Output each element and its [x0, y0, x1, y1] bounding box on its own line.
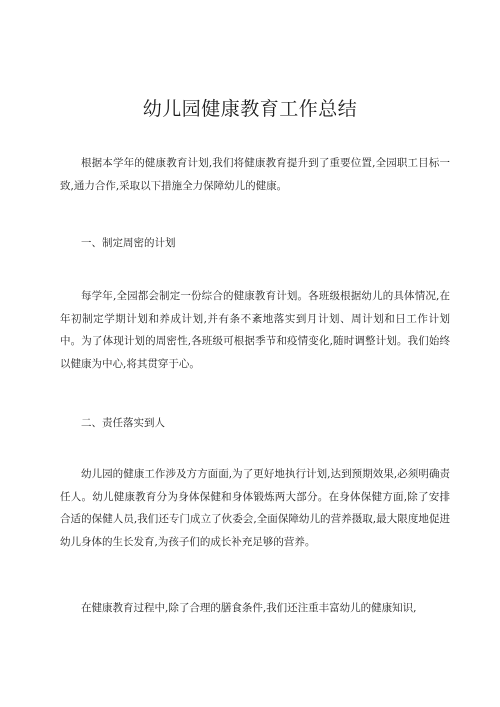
document-title: 幼儿园健康教育工作总结 [142, 98, 358, 120]
intro-paragraph: 根据本学年的健康教育计划,我们将健康教育提升到了重要位置,全园职工目标一致,通力合作,采取以下措施全力保障幼儿的健康。 [60, 157, 450, 192]
section-paragraph-responsibility: 幼儿园的健康工作涉及方方面面,为了更好地执行计划,达到预期效果,必须明确责任人。幼儿健康教育分为身体保健和身体锻炼两大部分。在身体保健方面,除了安排合适的保健人员,我们还专门成立了伙委会,全面保障幼儿的营养摄取,最大限度地促进幼儿身体的生长发育,为孩子们的成长补充足够的营养。 [60, 468, 450, 548]
section-paragraph-plan: 每学年,全园都会制定一份综合的健康教育计划。各班级根据幼儿的具体情况,在年初制定学期计划和养成计划,并有条不紊地落实到月计划、周计划和日工作计划中。为了体现计划的周密性,各班级可根据季节和疫情变化,随时调整计划。我们始终以健康为中心,将其贯穿于心。 [60, 290, 450, 370]
section-paragraph-knowledge: 在健康教育过程中,除了合理的膳食条件,我们还注重丰富幼儿的健康知识, [81, 602, 417, 614]
section-heading-responsibility: 二、责任落实到人 [81, 417, 165, 429]
section-heading-plan: 一、制定周密的计划 [81, 237, 176, 249]
